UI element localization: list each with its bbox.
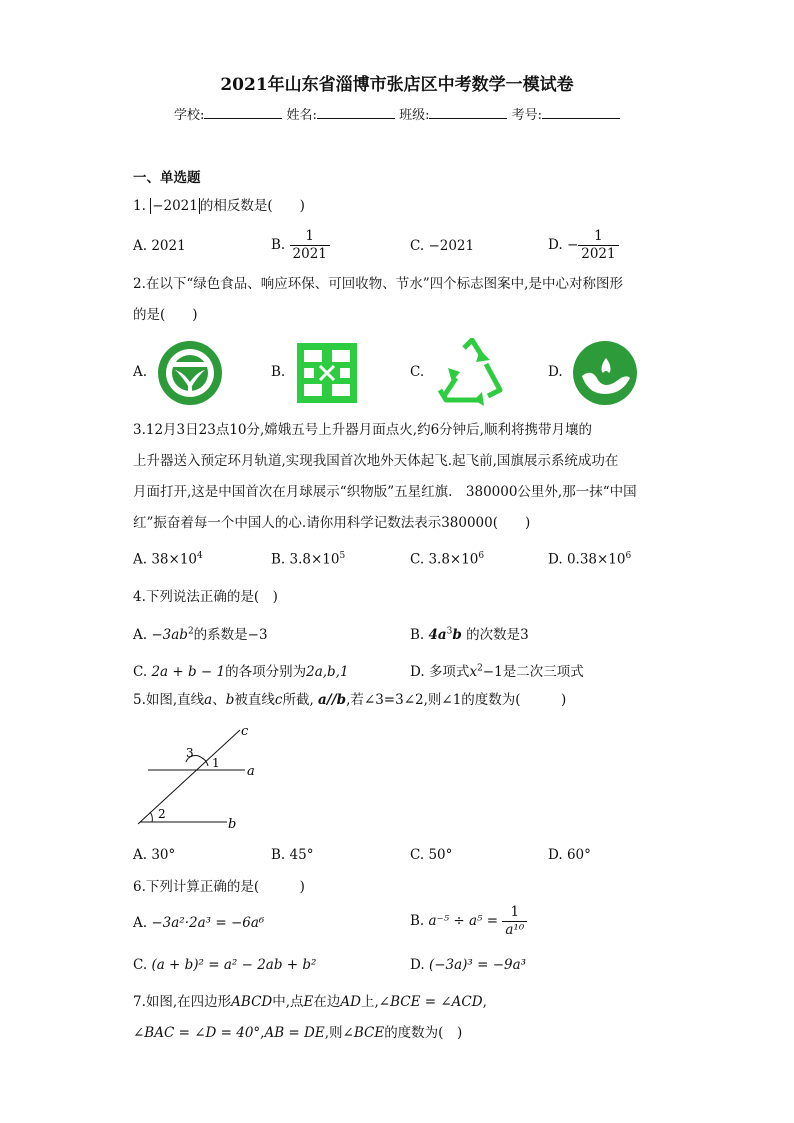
minus-sign: − [566, 237, 579, 253]
option-value: 3.8×10 [289, 551, 340, 568]
math-expression: a⁻⁵ ÷ a⁵ = [428, 913, 499, 929]
q2-option-c-label[interactable]: C. [410, 364, 425, 380]
variable: c [274, 692, 283, 708]
question-3-line-2: 上升器送入预定环月轨道,实现我国首次地外天体起飞.起飞前,国旗展示系统成功在 [133, 453, 619, 469]
option-label: D. [410, 664, 425, 680]
option-label: C. [133, 957, 148, 973]
label-b: b [228, 817, 237, 832]
label-a: a [247, 764, 255, 779]
stem-text: 在边 [313, 994, 341, 1010]
math-expression: ∠BCE [342, 1025, 385, 1041]
math-expression: −1 [482, 664, 503, 680]
question-5-stem [133, 690, 566, 710]
variable: b [225, 692, 235, 708]
option-label: A. [133, 847, 148, 863]
math-expression: −3a²·2a³ = −6a⁶ [151, 915, 265, 931]
q1-suffix: 的相反数是( ) [199, 198, 305, 214]
option-value: 0.38×10 [566, 551, 626, 568]
line-c [138, 730, 240, 824]
green-food-logo-icon [157, 340, 223, 406]
q4-option-a[interactable] [133, 623, 268, 643]
option-label: D. [548, 237, 563, 253]
option-value: −2021 [428, 238, 475, 254]
q5-option-b[interactable] [271, 847, 313, 863]
q4-option-d[interactable] [410, 660, 584, 680]
exponent: 4 [197, 551, 203, 561]
q1-option-a[interactable] [133, 238, 186, 254]
numerator: 1 [502, 904, 527, 922]
option-value: 60° [566, 847, 591, 863]
q3-option-d[interactable] [548, 551, 631, 568]
option-label: D. [548, 847, 563, 863]
option-value: 38×10 [151, 551, 198, 568]
exponent: 6 [478, 551, 485, 561]
question-7-line-1 [133, 992, 487, 1012]
stem-text: 5.如图,直线 [133, 692, 205, 708]
q3-option-c[interactable] [410, 551, 484, 568]
exponent: 2 [187, 626, 194, 637]
option-text: 是二次三项式 [502, 664, 584, 680]
option-label: B. [271, 847, 286, 863]
q1-option-c[interactable] [410, 238, 474, 254]
option-value: 50° [428, 847, 453, 863]
option-text: 的系数是−3 [193, 627, 268, 643]
question-3-line-1: 3.12月3日23点10分,嫦娥五号上升器月面点火,约6分钟后,顺利将携带月壤的 [133, 422, 592, 438]
option-value: 30° [151, 847, 176, 863]
option-label: A. [133, 551, 148, 568]
section-title: 一、单选题 [133, 170, 201, 186]
exponent: 6 [625, 551, 632, 561]
q5-option-a[interactable] [133, 847, 175, 863]
option-text: 多项式 [428, 664, 470, 680]
environmental-logo-icon [296, 342, 358, 404]
denominator: 2021 [292, 246, 327, 262]
q1-abs-expression [150, 198, 200, 214]
option-label: C. [410, 551, 425, 568]
q6-option-d[interactable] [410, 957, 526, 973]
numerator: 1 [290, 228, 330, 246]
numerator: 1 [578, 228, 618, 246]
option-label: D. [548, 551, 563, 568]
question-7-line-2 [133, 1023, 462, 1043]
name-field[interactable] [317, 104, 395, 119]
q3-option-a[interactable] [133, 551, 203, 568]
student-info-line [0, 104, 794, 123]
q2-option-b-label[interactable]: B. [271, 364, 286, 380]
q5-figure [130, 722, 260, 834]
option-value: 45° [289, 847, 314, 863]
angle-2-arc [150, 812, 152, 822]
fraction [290, 228, 330, 263]
question-6-stem: 6.下列计算正确的是( ) [133, 879, 305, 895]
stem-text: 中,点 [272, 994, 304, 1010]
math-expression: 2a + b − 1 [151, 664, 226, 680]
school-label: 学校: [174, 108, 205, 123]
question-2-line-1: 2.在以下“绿色食品、响应环保、可回收物、节水”四个标志图案中,是中心对称图形 [133, 276, 623, 292]
q4-option-b[interactable] [410, 623, 529, 643]
option-label: C. [410, 847, 425, 863]
math-expression: 2a,b,1 [306, 664, 349, 680]
class-label: 班级: [399, 108, 430, 123]
option-text: 的各项分别为 [225, 664, 307, 680]
label-c: c [241, 724, 249, 739]
question-3-line-3: 月面打开,这是中国首次在月球展示“织物版”五星红旗. 380000公里外,那一抹“中国 [133, 484, 637, 500]
q6-option-a[interactable] [133, 915, 264, 931]
q1-option-b[interactable] [271, 228, 330, 263]
question-1-stem [133, 196, 305, 216]
exam-no-label: 考号: [511, 108, 542, 123]
option-label: C. [410, 238, 425, 254]
option-label: C. [133, 664, 148, 680]
variable: a [204, 692, 213, 708]
recycle-logo-icon [434, 338, 510, 406]
denominator: a¹⁰ [505, 922, 525, 938]
q6-option-b[interactable] [410, 904, 527, 939]
math-expression: (a + b)² = a² − 2ab + b² [151, 957, 317, 973]
option-value: 3.8×10 [428, 551, 479, 568]
q5-option-c[interactable] [410, 847, 452, 863]
math-expression: ∠BAC = ∠D = 40° [133, 1025, 261, 1041]
option-label: B. [271, 237, 286, 253]
option-label: A. [133, 915, 148, 931]
label-angle-3: 3 [186, 746, 194, 760]
exam-no-field[interactable] [542, 104, 620, 119]
option-label: B. [271, 551, 286, 568]
math-expression: AD [340, 994, 361, 1010]
option-label: B. [410, 913, 425, 929]
exponent: 2 [477, 663, 483, 674]
option-label: B. [410, 627, 425, 643]
math-expression: AB = DE [264, 1025, 325, 1041]
math-expression: ∠BCE = ∠ACD [378, 994, 483, 1010]
question-3-line-4: 红”振奋着每一个中国人的心.请你用科学记数法表示380000( ) [133, 515, 531, 531]
exponent: 5 [339, 551, 346, 561]
math-expression: a//b [318, 692, 347, 708]
option-text: 的次数是3 [466, 627, 529, 643]
label-angle-1: 1 [212, 756, 220, 770]
option-label: A. [133, 238, 148, 254]
math-expression: b [452, 627, 462, 643]
fraction [578, 228, 618, 263]
stem-text: 上, [360, 994, 379, 1010]
q2-option-d-label[interactable]: D. [548, 364, 563, 380]
stem-text: , [260, 1025, 265, 1041]
page-title: 2021年山东省淄博市张店区中考数学一模试卷 [220, 75, 574, 95]
stem-text: , [482, 994, 487, 1010]
name-label: 姓名: [286, 108, 317, 123]
label-angle-2: 2 [158, 807, 166, 821]
stem-text: 7.如图,在四边形 [133, 994, 232, 1010]
q5-option-d[interactable] [548, 847, 591, 863]
math-expression: −3ab [151, 627, 188, 643]
math-expression: 4a [428, 627, 447, 643]
q2-option-a-label[interactable]: A. [133, 364, 148, 380]
stem-text: 被直线 [234, 692, 275, 708]
q6-option-c[interactable] [133, 957, 316, 973]
class-field[interactable] [429, 104, 507, 119]
math-expression: E [303, 994, 314, 1010]
q1-number: 1. [133, 198, 146, 214]
math-expression: (−3a)³ = −9a³ [428, 957, 527, 973]
stem-text: ,则 [324, 1025, 343, 1041]
question-2-line-2: 的是( ) [133, 307, 198, 323]
option-label: D. [410, 957, 425, 973]
option-value: 2021 [151, 238, 186, 254]
stem-text: ,若∠3=3∠2,则∠1的度数为( ) [346, 692, 567, 708]
math-expression: x [469, 664, 478, 680]
denominator: 2021 [581, 246, 616, 262]
q3-option-b[interactable] [271, 551, 345, 568]
q4-option-c[interactable] [133, 660, 349, 680]
school-field[interactable] [204, 104, 282, 119]
math-expression: ABCD [231, 994, 273, 1010]
question-4-stem: 4.下列说法正确的是( ) [133, 589, 278, 605]
stem-text: 的度数为( ) [384, 1025, 463, 1041]
option-label: A. [133, 627, 148, 643]
exponent: 3 [446, 626, 453, 637]
q1-abs-value: −2021 [152, 198, 198, 214]
q1-option-d[interactable] [548, 228, 619, 263]
fraction [502, 904, 527, 939]
water-saving-logo-icon [572, 340, 638, 406]
stem-text: 所截, [282, 692, 314, 708]
stem-text: 、 [212, 692, 226, 708]
